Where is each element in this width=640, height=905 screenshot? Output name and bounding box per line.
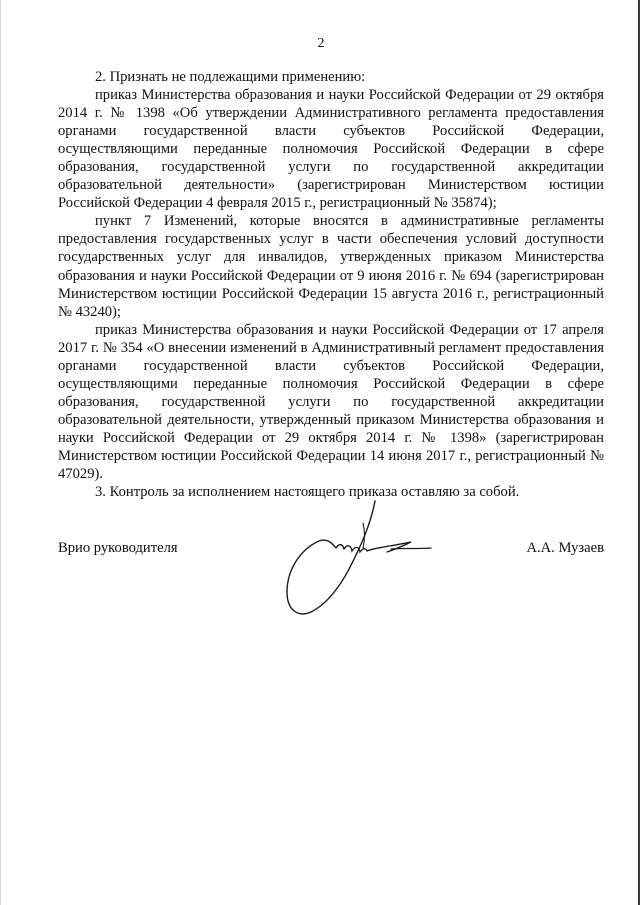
item-2-paragraph-3: приказ Министерства образования и науки Российской Федерации от 17 апреля 2017 г. № 354 «О внесении изменений в Административный регламент предоставления органами государственной власти субъектов Российской Федерации, осуществляющими переданные полномочия Российской Федерации в сфере образования, государственной услуги по государственной аккредитации образовательной деятельности, утвержденный приказом Министерства образования и науки Российской Федерации от 29 октября 2014 г. № 1398» (зарегистрирован Министерством юстиции Российской Федерации 14 июня 2017 г., регистрационный № 47029).	[58, 321, 604, 483]
handwritten-signature	[279, 497, 439, 617]
document-body	[58, 68, 604, 501]
item-2-paragraph-2: пункт 7 Изменений, которые вносятся в административные регламенты предоставления государственных услуг в части обеспечения условий доступности государственных услуг для инвалидов, утвержденных приказом Министерства образования и науки Российской Федерации от 9 июня 2016 г. № 694 (зарегистрирован Министерством юстиции Российской Федерации 15 августа 2016 г., регистрационный № 43240);	[58, 213, 604, 320]
signer-name: А.А. Музаев	[526, 540, 604, 556]
signer-position: Врио руководителя	[58, 540, 178, 556]
page-number: 2	[317, 36, 325, 51]
item-2-heading: 2. Признать не подлежащими применению:	[95, 69, 366, 85]
item-3-paragraph: 3. Контроль за исполнением настоящего приказа оставляю за собой.	[95, 484, 520, 501]
item-2-paragraph-1: приказ Министерства образования и науки Российской Федерации от 29 октября 2014 г. № 1398 «Об утверждении Административного регламента предоставления органами государственной власти субъектов Российской Федерации, осуществляющими переданные полномочия Российской Федерации в сфере образования, государственной услуги по государственной аккредитации образовательной деятельности» (зарегистрирован Министерством юстиции Российской Федерации 4 февраля 2015 г., регистрационный № 35874);	[58, 87, 604, 212]
